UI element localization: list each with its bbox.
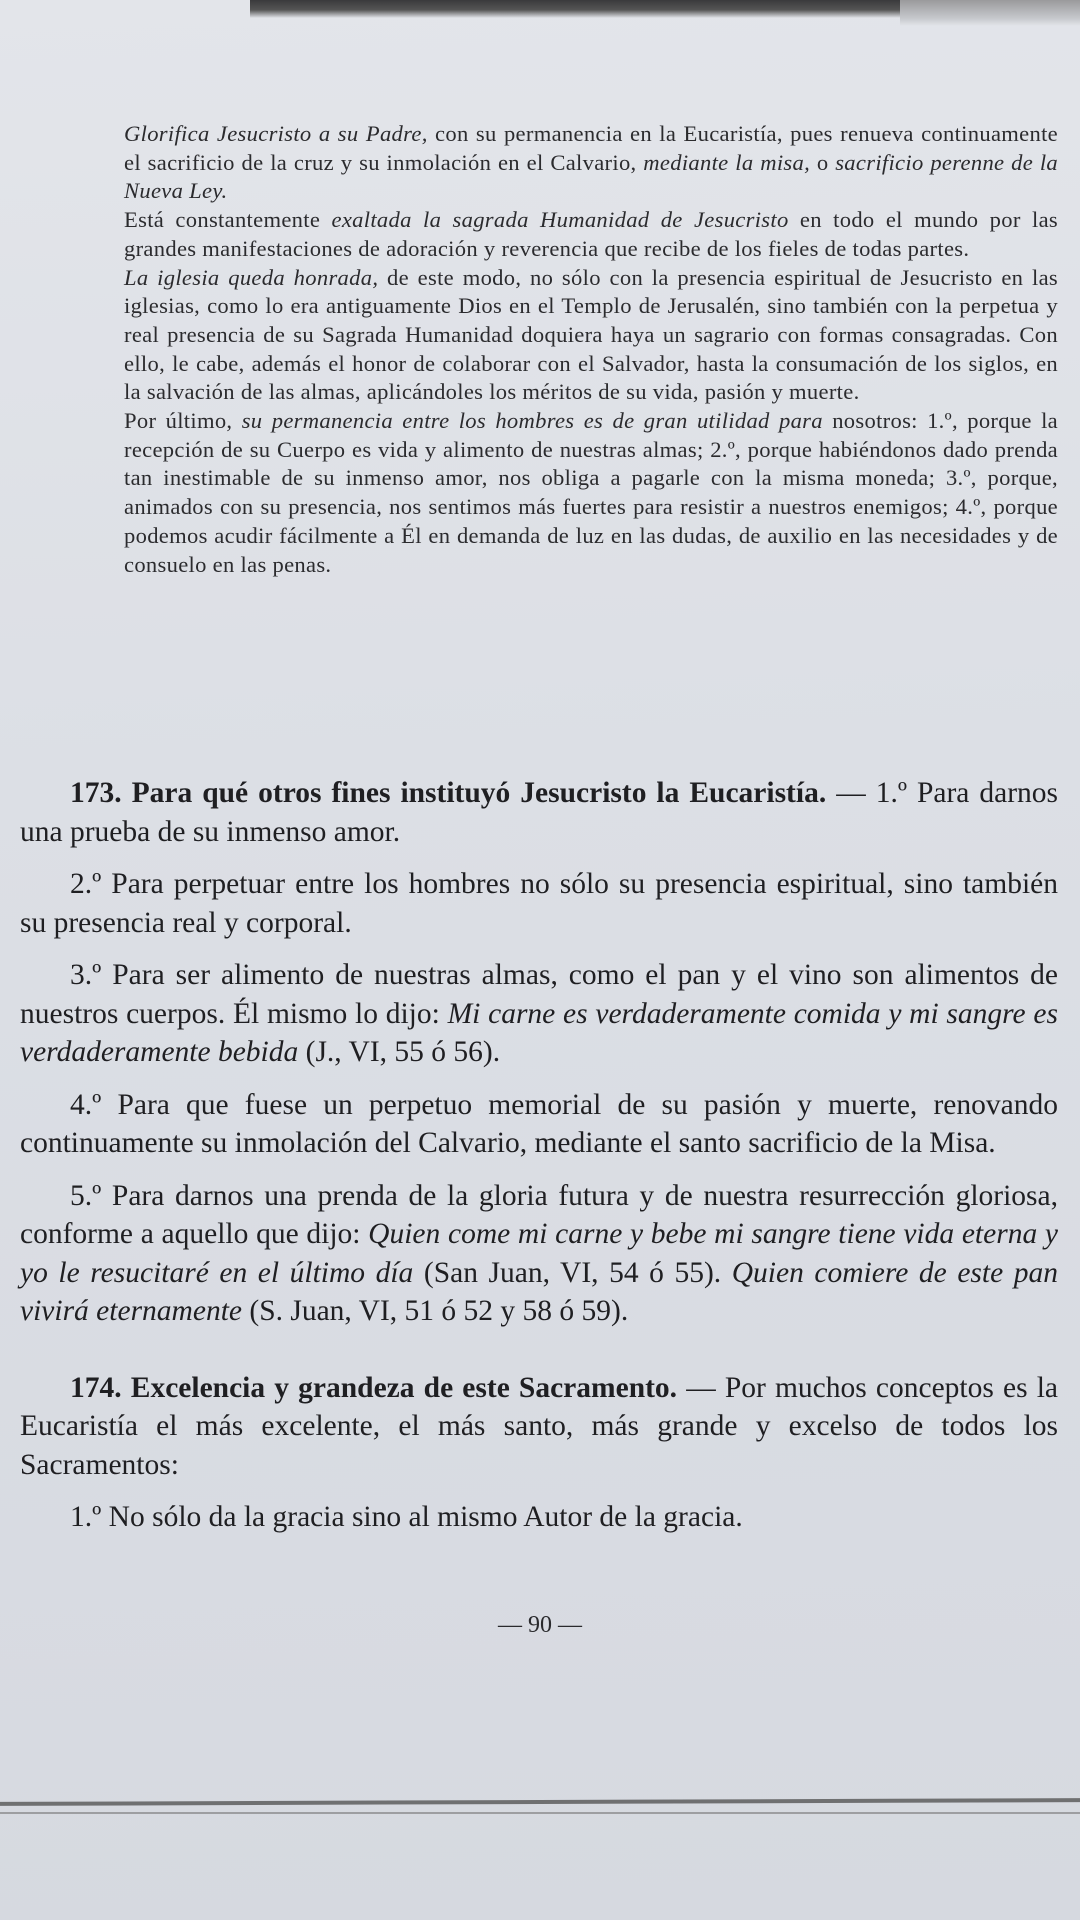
section-173-item-3: 3.º Para ser alimento de nuestras almas, como el pan y el vino son alimentos de nuestros cuerpos. Él mismo lo dijo: Mi carne es verdaderamente comida y mi sangre es verdaderamente bebida (J., VI, 55 ó 56). (20, 959, 1058, 1068)
intro-paragraph-3: La iglesia queda honrada, de este modo, no sólo con la presencia espiritual de Jesucristo en las iglesias, como lo era antiguamente Dios en el Templo de Jerusalén, sino también con la perpetua y real presencia de su Sagrada Humanidad doquiera haya un sagrario con formas consagradas. Con ello, le cabe, además el honor de colaborar con el Salvador, hasta la consumación de los siglos, en la salvación de las almas, aplicándoles los méritos de su vida, pasión y muerte. (124, 264, 1058, 405)
section-174-item-1: 1.º No sólo da la gracia sino al mismo Autor de la gracia. (70, 1501, 743, 1533)
page-number: — 90 — (498, 1612, 582, 1638)
intro-paragraph-2: Está constantemente exaltada la sagrada Humanidad de Jesucristo en todo el mundo por las grandes manifestaciones de adoración y reverencia que recibe de los fieles de todas partes. (124, 207, 1058, 261)
intro-text-block (124, 120, 1058, 579)
top-page-edge-right (900, 0, 1080, 26)
bottom-page-edge-shadow (0, 1812, 1080, 1814)
section-174-heading: 174. Excelencia y grandeza de este Sacramento. — Por muchos conceptos es la Eucaristía el más excelente, el más santo, más grande y excelso de todos los Sacramentos: (20, 1371, 1059, 1481)
section-173-item-5: 5.º Para darnos una prenda de la gloria futura y de nuestra resurrección gloriosa, conforme a aquello que dijo: Quien come mi carne y bebe mi sangre tiene vida eterna y yo le resucitaré en el último día (San Juan, VI, 54 ó 55). Quien comiere de este pan vivirá eternamente (S. Juan, VI, 51 ó 52 y 58 ó 59). (20, 1179, 1058, 1327)
main-text-block (20, 774, 1058, 1537)
section-173-item-2: 2.º Para perpetuar entre los hombres no sólo su presencia espiritual, sino también su presencia real y corporal. (20, 868, 1058, 939)
section-173-item-4: 4.º Para que fuese un perpetuo memorial de su pasión y muerte, renovando continuamente su inmolación del Calvario, mediante el santo sacrificio de la Misa. (20, 1088, 1058, 1159)
intro-paragraph-4: Por último, su permanencia entre los hombres es de gran utilidad para nosotros: 1.º, porque la recepción de su Cuerpo es vida y alimento de nuestras almas; 2.º, porque habiéndonos dado prenda tan inestimable de su inmenso amor, nos obliga a pagarle con la misma moneda; 3.º, porque, animados con su presencia, nos sentimos más fuertes para resistir a nuestros enemigos; 4.º, porque podemos acudir fácilmente a Él en demanda de luz en las dudas, de auxilio en las necesidades y de consuelo en las penas. (124, 408, 1058, 577)
intro-paragraph-1: Glorifica Jesucristo a su Padre, con su permanencia en la Eucaristía, pues renueva continuamente el sacrificio de la cruz y su inmolación en el Calvario, mediante la misa, o sacrificio perenne de la Nueva Ley. (124, 121, 1059, 204)
section-173-heading: 173. Para qué otros fines instituyó Jesucristo la Eucaristía. — 1.º Para darnos una prueba de su inmenso amor. (20, 777, 1059, 848)
bottom-page-edge (0, 1798, 1080, 1806)
